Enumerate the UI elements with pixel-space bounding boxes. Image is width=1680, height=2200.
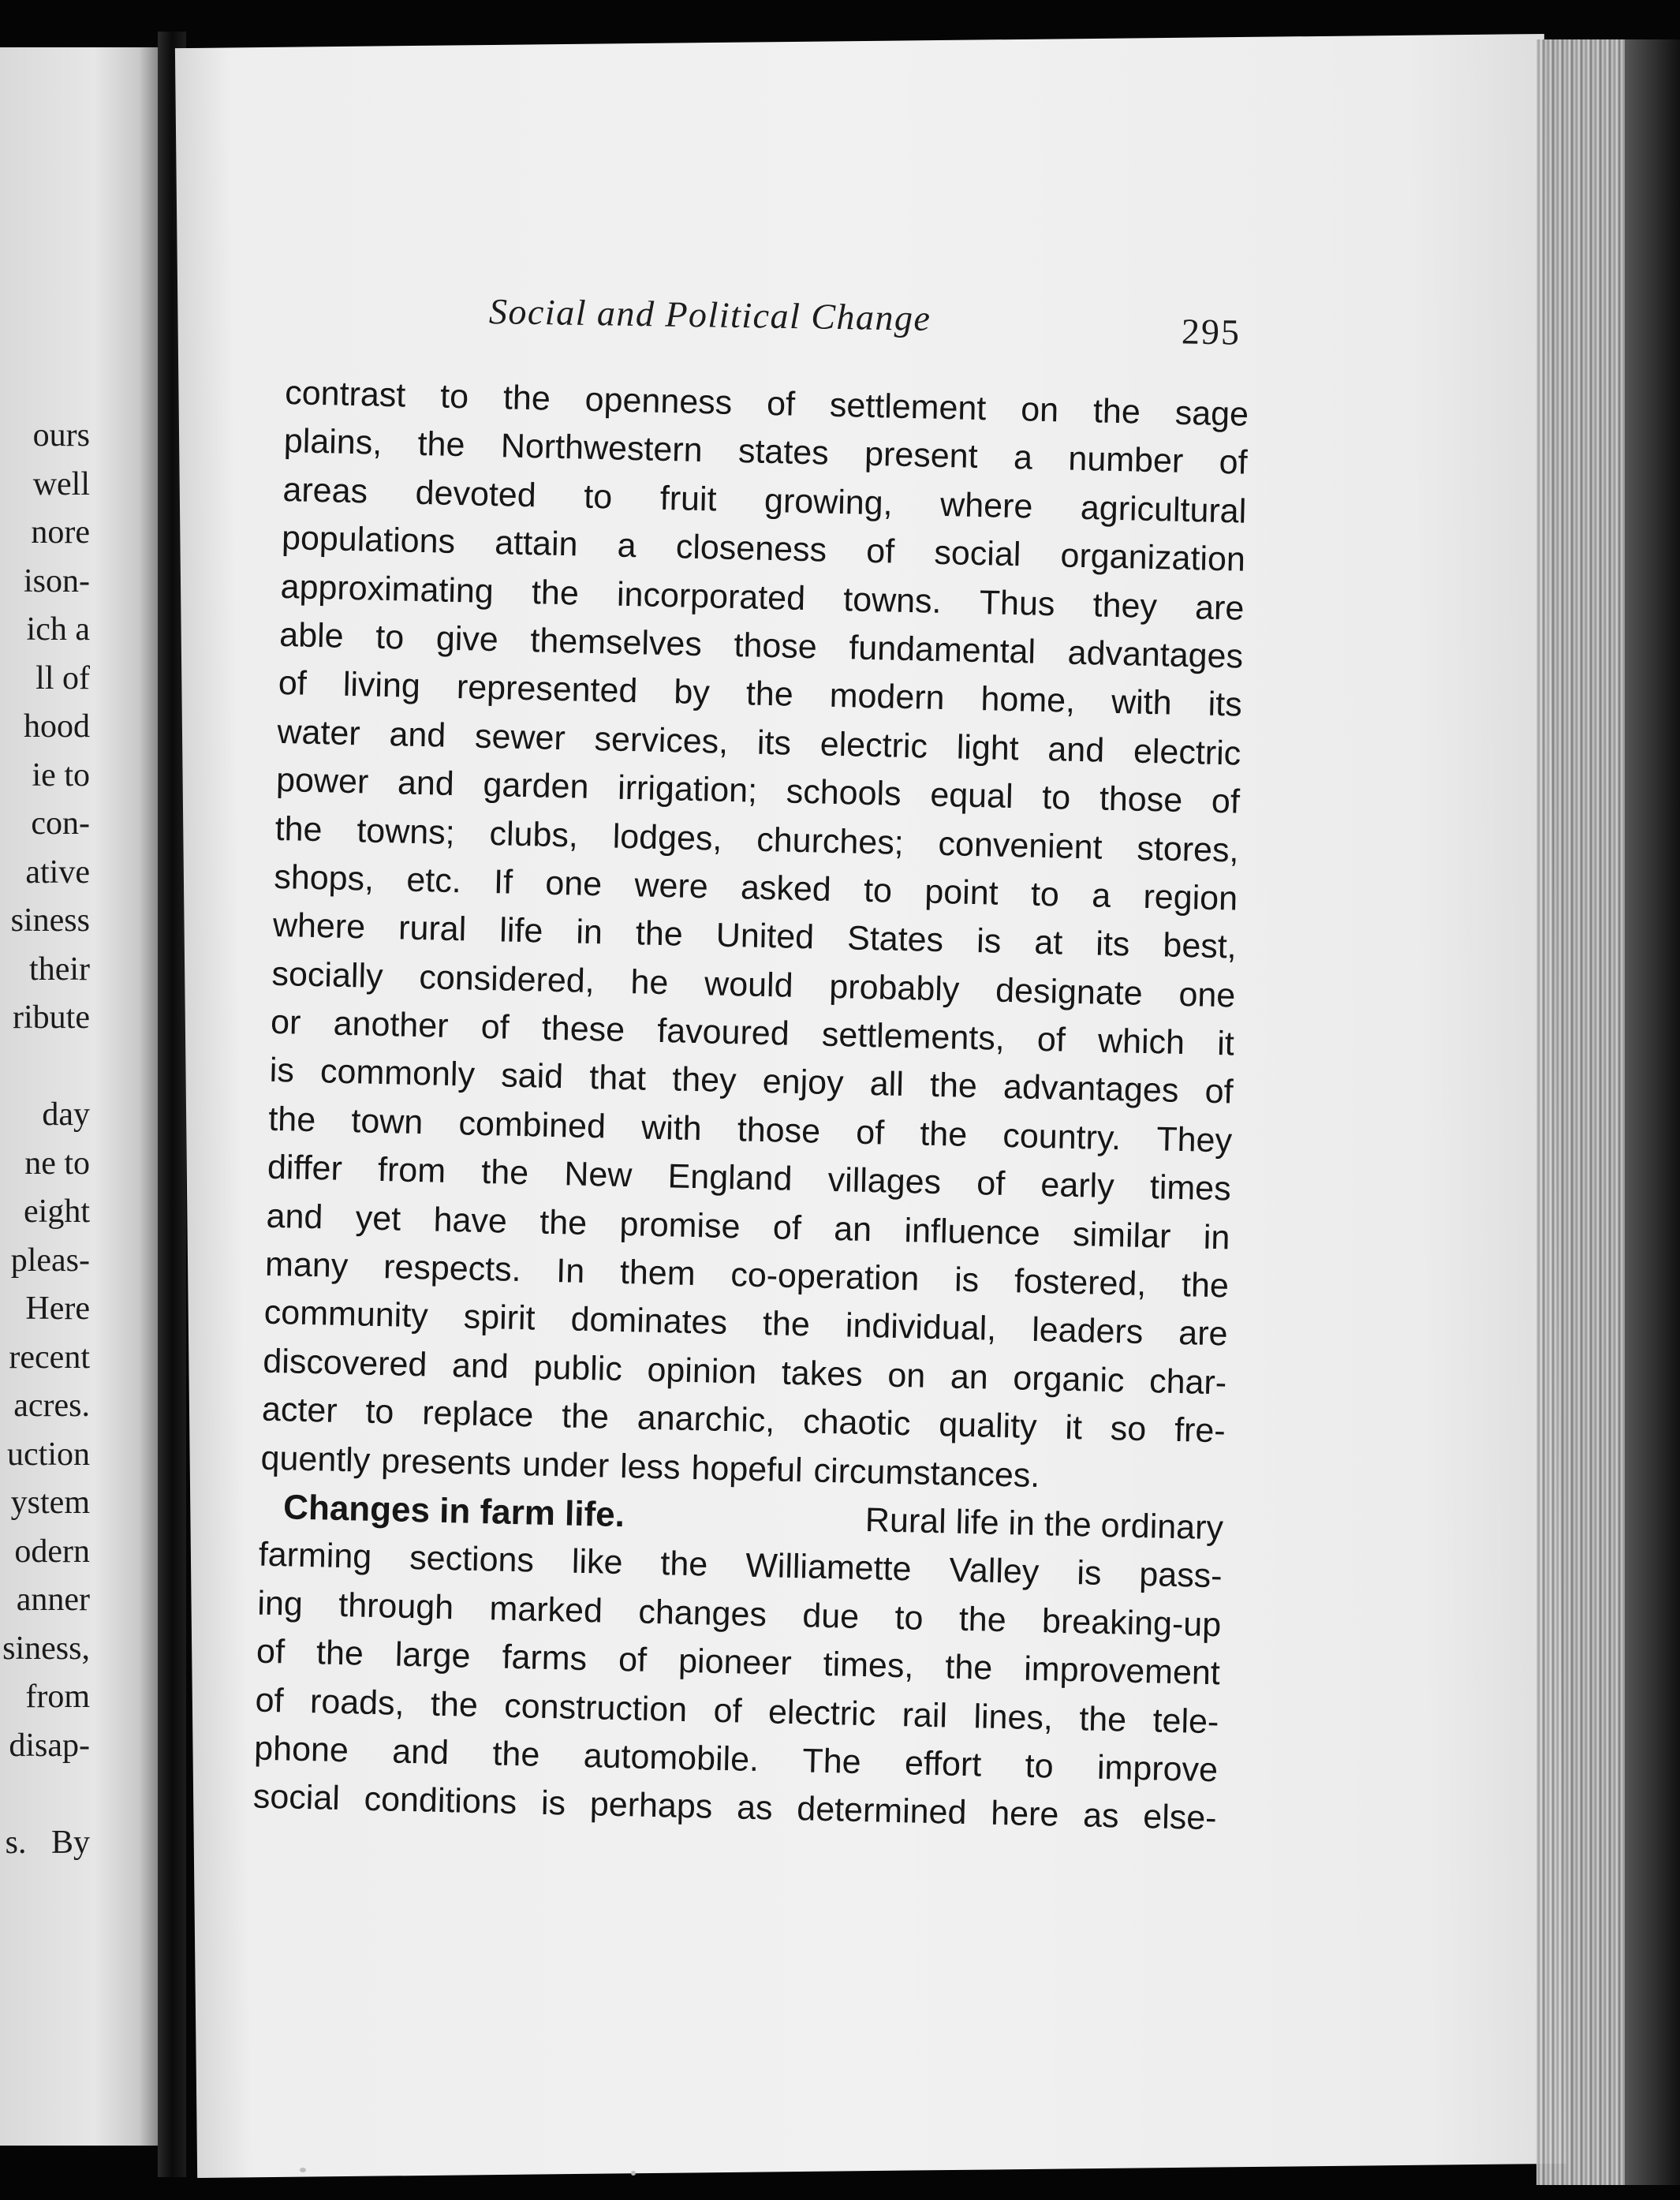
text-line: discovered and public opinion takes on an organic char-	[262, 1342, 1227, 1403]
previous-page-line: siness,	[2, 1630, 90, 1667]
section-heading: Changes in farm life.	[282, 1488, 625, 1535]
text-line: the town combined with those of the country. They	[267, 1100, 1233, 1160]
text-line: of the large farms of pioneer times, the improvement	[256, 1632, 1221, 1693]
text-line: and yet have the promise of an influence similar in	[266, 1197, 1230, 1257]
previous-page-line: Here	[25, 1290, 90, 1327]
text-line: differ from the New England villages of early times	[267, 1148, 1232, 1208]
previous-page-line: ie to	[32, 756, 90, 794]
page-number: 295	[1181, 311, 1241, 353]
text-line: social conditions is perhaps as determined here as else-	[252, 1777, 1218, 1838]
previous-page-line: ribute	[13, 999, 90, 1036]
text-line: acter to replace the anarchic, chaotic quality it so fre-	[261, 1390, 1226, 1451]
previous-page-line: nore	[31, 514, 90, 551]
text-line: phone and the automobile. The effort to improve	[253, 1729, 1219, 1790]
previous-page-line: ours	[32, 417, 90, 454]
previous-page-line: odern	[14, 1533, 90, 1570]
previous-page-edge	[0, 47, 158, 2146]
previous-page-line: s. By	[5, 1824, 90, 1861]
text-line: of roads, the construction of electric rail lines, the tele-	[255, 1681, 1219, 1741]
text-line: farming sections like the Williamette Valley is pass-	[258, 1535, 1223, 1596]
text-line: ing through marked changes due to the breaking-up	[256, 1584, 1222, 1645]
previous-page-line: from	[25, 1679, 90, 1715]
scan-speck	[300, 2168, 306, 2172]
scan-speck	[631, 2171, 636, 2176]
section-first-line-text: Rural life in the ordinary	[864, 1501, 1224, 1548]
previous-page-line: pleas-	[10, 1242, 90, 1279]
text-line: where rural life in the United States is at its best,	[272, 906, 1238, 966]
text-line: many respects. In them co-operation is fostered, the	[264, 1245, 1230, 1305]
running-head: Social and Political Change	[488, 291, 931, 338]
text-line: shops, etc. If one were asked to point to a region	[273, 857, 1238, 918]
text-line: able to give themselves those fundamental advantages	[278, 615, 1244, 676]
text-line: approximating the incorporated towns. Thus they are	[280, 567, 1245, 628]
previous-page-line: day	[42, 1096, 90, 1133]
previous-page-line: ich a	[26, 611, 90, 648]
previous-page-line: ne to	[24, 1145, 90, 1182]
previous-page-line: ative	[25, 853, 90, 891]
page-edges-shadow	[1625, 39, 1680, 2185]
previous-page-line: acres.	[13, 1388, 90, 1424]
previous-page-line	[2, 1770, 90, 1819]
previous-page-line: ystem	[10, 1485, 90, 1521]
text-line: quently presents under less hopeful circumstances.	[260, 1439, 1040, 1495]
previous-page-line: hood	[24, 708, 90, 745]
previous-page-line: anner	[16, 1582, 90, 1618]
text-line: areas devoted to fruit growing, where agricultural	[282, 470, 1247, 531]
text-line: or another of these favoured settlements, of which it	[270, 1003, 1235, 1063]
text-line: plains, the Northwestern states present a number of	[283, 422, 1249, 483]
text-line: populations attain a closeness of social organization	[281, 519, 1246, 579]
previous-page-line: uction	[7, 1436, 90, 1473]
page-edges	[1536, 39, 1631, 2185]
text-line: power and garden irrigation; schools equal to those of	[275, 760, 1241, 821]
text-line: socially considered, he would probably designate one	[271, 954, 1236, 1015]
text-line: community spirit dominates the individual, leaders are	[263, 1294, 1229, 1354]
previous-page-line	[2, 1043, 90, 1092]
previous-page-line: siness	[10, 902, 90, 939]
previous-page-line: their	[29, 951, 90, 988]
text-line: of living represented by the modern home, with its	[278, 664, 1243, 724]
previous-page-line: well	[32, 465, 90, 502]
body-text	[252, 369, 1249, 1843]
previous-page-line: con-	[31, 805, 90, 842]
previous-page-line: ll of	[35, 659, 90, 697]
previous-page-line: disap-	[9, 1727, 90, 1764]
text-line: water and sewer services, its electric light and electric	[277, 712, 1241, 773]
previous-page-text-fragments	[2, 412, 90, 1867]
text-line: is commonly said that they enjoy all the advantages of	[269, 1051, 1234, 1111]
previous-page-line: eight	[24, 1193, 90, 1230]
text-line: contrast to the openness of settlement on the sage	[284, 373, 1249, 434]
previous-page-line: ison-	[24, 562, 90, 599]
text-line: the towns; clubs, lodges, churches; convenient stores,	[274, 809, 1240, 870]
previous-page-line: recent	[9, 1339, 90, 1376]
